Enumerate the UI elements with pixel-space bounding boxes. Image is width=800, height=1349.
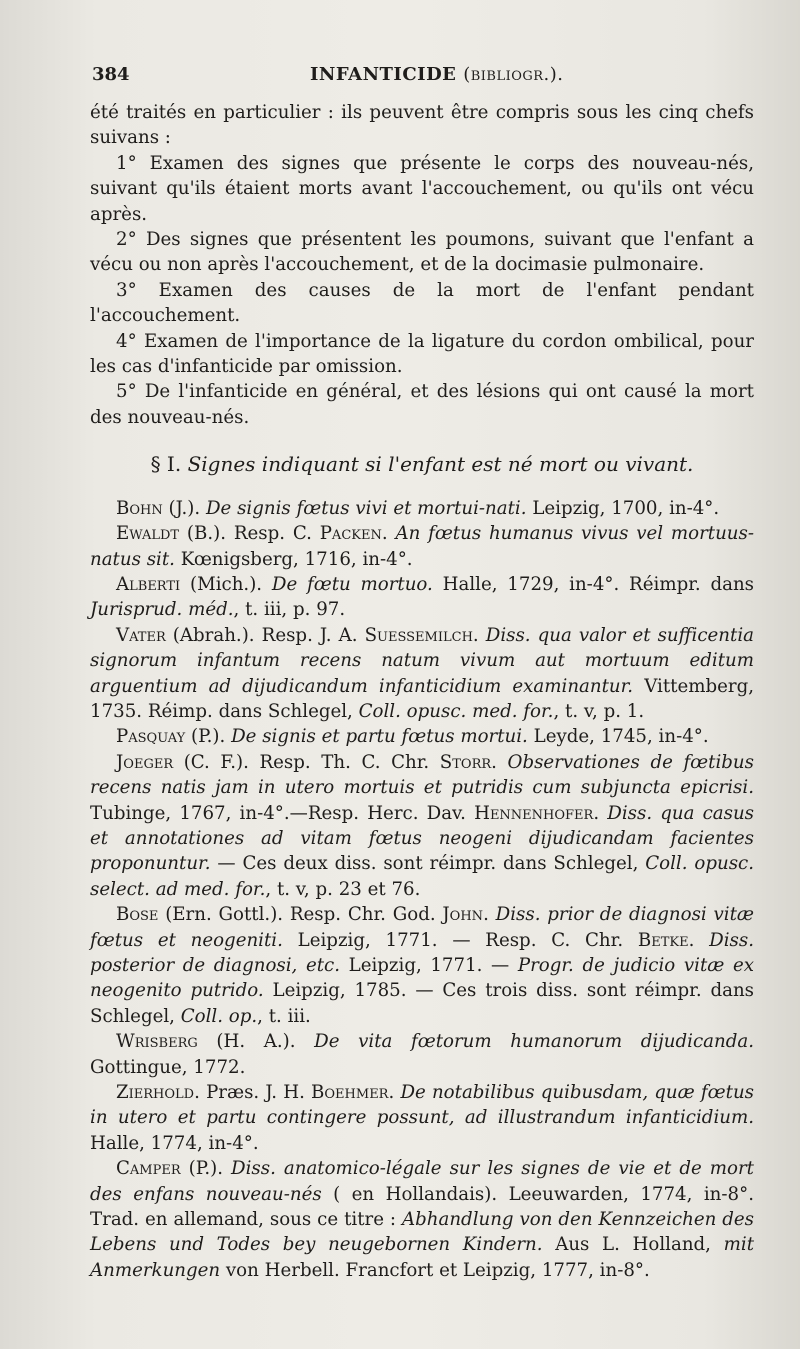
author-name: Vater	[116, 624, 166, 646]
work-title: De fœtu mortuo.	[271, 573, 433, 595]
author-name: Ewaldt	[116, 523, 180, 545]
work-title: De notabilibus quibusdam, quæ fœtus in utero et partu contingere possunt, ad illustrandum infanticidium.	[90, 1082, 754, 1129]
section-mark: § I.	[150, 452, 182, 477]
work-title: Diss. qua casus et annotationes ad vitam fœtus neogeni dijudicandam facientes proponuntur.	[90, 802, 754, 875]
page-number: 384	[92, 64, 130, 85]
list-item-1: 1° Examen des signes que présente le corps des nouveau-nés, suivant qu'ils étaient morts avant l'accouchement, ou qu'ils ont vécu après.	[90, 152, 754, 225]
entry-text: Leipzig, 1700, in-4°.	[526, 497, 720, 519]
entry-text: , t. iii.	[257, 1005, 311, 1027]
section-title	[90, 452, 754, 477]
entry-text: Tubinge, 1767, in-4°.—Resp. Herc. Dav.	[90, 802, 475, 824]
entry-text: — Ces deux diss. sont réimpr. dans Schlegel,	[210, 853, 646, 875]
author-name: Camper	[116, 1158, 181, 1180]
entry-text: Leipzig, 1771. —	[340, 955, 518, 976]
work-title: Diss. prior de diagnosi vitæ fœtus et neogeniti.	[90, 904, 754, 951]
bibliography-entry	[90, 521, 754, 572]
work-title: De signis fœtus vivi et mortui-nati.	[205, 497, 527, 519]
bibliography-entry	[90, 496, 754, 521]
author-name: Wrisberg	[116, 1031, 198, 1053]
entry-text: .	[593, 802, 608, 824]
entry-text: Leipzig, 1771. — Resp. C. Chr.	[282, 929, 638, 951]
bibliography-entry	[90, 724, 754, 749]
work-title: Abhandlung von den Kennzeichen des Lebens und Todes bey neugebornen Kindern.	[90, 1209, 755, 1256]
entry-text: , t. v, p. 23 et 76.	[265, 878, 421, 900]
bibliography-entry	[90, 750, 754, 902]
entry-text: Halle, 1774, in-4°.	[90, 1132, 259, 1154]
respondent-name: Packen	[319, 523, 382, 545]
entry-text: (P.).	[180, 1158, 232, 1180]
bibliography-entry	[90, 623, 754, 725]
entry-text: .	[688, 929, 710, 951]
author-name: Bohn	[116, 497, 163, 519]
entry-text: (C. F.). Resp. Th. C. Chr.	[173, 751, 440, 773]
bibliography-entry	[90, 1080, 754, 1156]
work-title: An fœtus humanus vivus vel mortuus-natus sit.	[90, 523, 754, 570]
work-title: De signis et partu fœtus mortui.	[231, 726, 528, 748]
list-item-2: 2° Des signes que présentent les poumons, suivant que l'enfant a vécu ou non après l'accouchement, et de la docimasie pulmonaire.	[90, 229, 754, 276]
entry-text: , t. v, p. 1.	[553, 700, 645, 722]
work-title: Diss. anatomico-légale sur les signes de vie et de mort des enfans nouveau-nés	[90, 1158, 754, 1205]
entry-text: . Præs. J. H.	[194, 1082, 312, 1104]
author-name: Joeger	[116, 751, 174, 773]
entry-text: Leipzig, 1785. — Ces trois diss. sont réimpr. dans Schlegel,	[90, 980, 754, 1027]
work-title: mit Anmerkungen	[90, 1234, 754, 1281]
running-head	[310, 64, 564, 85]
author-name: Alberti	[116, 573, 181, 595]
respondent-name: Boehmer	[311, 1082, 389, 1104]
body-text	[90, 100, 754, 1283]
entry-text: von Herbell. Francfort et Leipzig, 1777, in-8°.	[220, 1259, 650, 1281]
work-title: Diss. posterior de diagnosi, etc.	[90, 929, 754, 976]
entry-text: .	[381, 523, 396, 545]
entry-text: .	[472, 624, 486, 646]
entry-text: Leyde, 1745, in-4°.	[527, 726, 709, 748]
entry-text: (B.). Resp. C.	[179, 523, 320, 545]
respondent-name: Suessemilch	[364, 624, 473, 646]
list-item-3: 3° Examen des causes de la mort de l'enfant pendant l'accouchement.	[90, 279, 754, 327]
author-name: Pasquay	[116, 726, 186, 748]
entry-text: Vittemberg, 1735. Réimp. dans Schlegel,	[90, 675, 754, 722]
work-title: De vita fœtorum humanorum dijudicanda.	[314, 1031, 754, 1053]
work-title: Diss. qua valor et sufficentia signorum infantum recens natum vivum aut mortuum editum arguentium ad dijudicandum infanticidium examinantur.	[90, 624, 754, 697]
respondent-name: Storr	[439, 751, 492, 773]
bibliography-entry	[90, 1029, 754, 1080]
list-item-4: 4° Examen de l'importance de la ligature du cordon ombilical, pour les cas d'infanticide par omission.	[90, 330, 754, 378]
entry-text: , t. iii, p. 97.	[233, 599, 346, 621]
running-head-main: INFANTICIDE	[310, 64, 457, 85]
section-title-text: Signes indiquant si l'enfant est né mort ou vivant.	[187, 452, 694, 477]
bibliography-entry	[90, 572, 754, 623]
running-head-sub: (bibliogr.).	[463, 64, 564, 85]
work-title: Jurisprud. méd.	[90, 599, 234, 621]
entry-text: (P.).	[185, 726, 232, 748]
entry-text: .	[491, 751, 508, 773]
page-header	[92, 64, 752, 92]
entry-text: (J.).	[162, 497, 206, 519]
work-title: Coll. opusc. med. for.	[358, 700, 554, 722]
bibliography-entry	[90, 902, 754, 1029]
entry-text: .	[483, 904, 496, 926]
respondent-name: Hennenhofer	[474, 802, 594, 824]
author-name: Zierhold	[116, 1082, 195, 1104]
bibliography-entry	[90, 1156, 754, 1283]
entry-text: ( en Hollandais). Leeuwarden, 1774, in-8°. Trad. en allemand, sous ce titre :	[90, 1183, 754, 1231]
entry-text: Kœnigsberg, 1716, in-4°.	[174, 548, 413, 570]
entry-text: Halle, 1729, in-4°. Réimpr. dans	[432, 573, 755, 595]
work-title: Progr. de judicio vitæ ex neogenito putrido.	[90, 955, 754, 1002]
list-item-5: 5° De l'infanticide en général, et des lésions qui ont causé la mort des nouveau-nés.	[90, 381, 754, 428]
entry-text: (H. A.).	[197, 1031, 315, 1053]
work-title: Coll. opusc. select. ad med. for.	[90, 853, 755, 900]
author-name: Bose	[116, 904, 159, 926]
entry-text: Gottingue, 1772.	[90, 1056, 246, 1078]
entry-text: Aus L. Holland,	[542, 1234, 724, 1256]
entry-text: (Ern. Gottl.). Resp. Chr. God.	[158, 904, 443, 926]
entry-text: .	[388, 1082, 401, 1104]
work-title: Coll. op.	[180, 1005, 258, 1027]
entry-text: (Mich.).	[180, 573, 272, 595]
paragraph-continuation: été traités en particulier : ils peuvent être compris sous les cinq chefs suivans :	[90, 102, 754, 149]
respondent-name: Betke	[637, 929, 689, 951]
entry-text: (Abrah.). Resp. J. A.	[165, 624, 365, 646]
respondent-name: John	[442, 904, 484, 926]
work-title: Observationes de fœtibus recens natis jam in utero mortuis et putridis cum subjuncta epicrisi.	[90, 751, 754, 799]
